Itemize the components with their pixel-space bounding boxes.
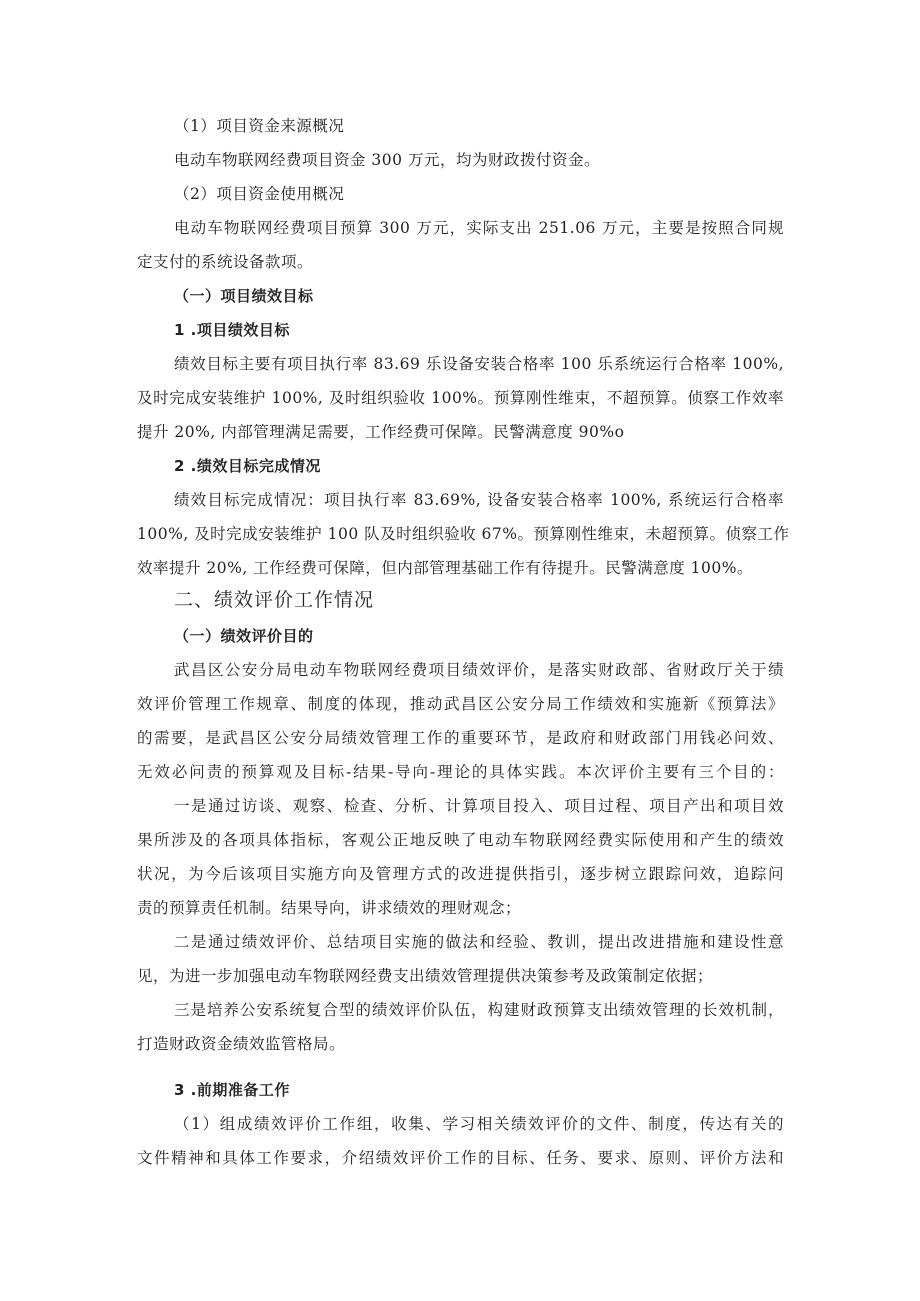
goal1-line: 责的预算责任机制。结果导向，讲求绩效的理财观念； xyxy=(137,899,522,917)
funding-source-text: 电动车物联网经费项目资金 300 万元，均为财政拨付资金。 xyxy=(174,151,600,169)
purpose-heading: （一）绩效评价目的 xyxy=(174,627,314,645)
perf-goal-sub1-heading: 1 .项目绩效目标 xyxy=(174,321,290,339)
goal1-line: 一是通过访谈、观察、检查、分析、计算项目投入、项目过程、项目产出和项目效 xyxy=(174,797,784,815)
perf-goal-sub1-line: 绩效目标主要有项目执行率 83.69 乐设备安装合格率 100 乐系统运行合格率 100%, xyxy=(174,355,784,373)
perf-goal-sub1-line: 及时完成安装维护 100%, 及时组织验收 100%。预算刚性维束，不超预算。侦察工作效率 xyxy=(137,389,784,407)
preparation-line: 文件精神和具体工作要求，介绍绩效评价工作的目标、任务、要求、原则、评价方法和 xyxy=(137,1149,784,1167)
goal2-line: 见，为进一步加强电动车物联网经费支出绩效管理提供决策参考及政策制定依据； xyxy=(137,967,714,985)
purpose-intro-line: 效评价管理工作规章、制度的体现，推动武昌区公安分局工作绩效和实施新《预算法》 xyxy=(137,695,784,713)
goal3-line: 打造财政资金绩效监管格局。 xyxy=(137,1035,346,1053)
evaluation-work-heading: 二、绩效评价工作情况 xyxy=(174,589,375,611)
goal1-line: 果所涉及的各项具体指标，客观公正地反映了电动车物联网经费实际使用和产生的绩效 xyxy=(137,831,784,849)
purpose-intro-line: 武昌区公安分局电动车物联网经费项目绩效评价，是落实财政部、省财政厅关于绩 xyxy=(174,661,784,679)
preparation-heading: 3 .前期准备工作 xyxy=(174,1081,290,1099)
funding-use-line: 定支付的系统设备款项。 xyxy=(137,253,314,271)
perf-goal-sub2-line: 效率提升 20%, 工作经费可保障，但内部管理基础工作有待提升。民警满意度 100%。 xyxy=(137,559,753,577)
goal2-line: 二是通过绩效评价、总结项目实施的做法和经验、教训，提出改进措施和建设性意 xyxy=(174,933,784,951)
funding-use-heading: （2）项目资金使用概况 xyxy=(174,185,345,203)
perf-goal-sub2-heading: 2 .绩效目标完成情况 xyxy=(174,457,321,475)
preparation-line: （1）组成绩效评价工作组，收集、学习相关绩效评价的文件、制度，传达有关的 xyxy=(174,1115,784,1133)
goal3-line: 三是培养公安系统复合型的绩效评价队伍，构建财政预算支出绩效管理的长效机制， xyxy=(174,1001,784,1019)
purpose-intro-line: 无效必问责的预算观及目标-结果-导向-理论的具体实践。本次评价主要有三个目的： xyxy=(137,763,784,781)
perf-goal-heading: （一）项目绩效目标 xyxy=(174,287,314,305)
goal1-line: 状况，为今后该项目实施方向及管理方式的改进提供指引，逐步树立跟踪问效，追踪问 xyxy=(137,865,784,883)
purpose-intro-line: 的需要，是武昌区公安分局绩效管理工作的重要环节，是政府和财政部门用钱必问效、 xyxy=(137,729,784,747)
perf-goal-sub2-line: 绩效目标完成情况：项目执行率 83.69%, 设备安装合格率 100%, 系统运行合格率 xyxy=(174,491,784,509)
perf-goal-sub1-line: 提升 20%, 内部管理满足需要，工作经费可保障。民警满意度 90%o xyxy=(137,423,625,441)
funding-use-line: 电动车物联网经费项目预算 300 万元，实际支出 251.06 万元，主要是按照合同规 xyxy=(174,219,784,237)
funding-source-heading: （1）项目资金来源概况 xyxy=(174,117,345,135)
perf-goal-sub2-line: 100%, 及时完成安装维护 100 队及时组织验收 67%。预算刚性维束，未超预算。侦察工作 xyxy=(137,525,790,543)
